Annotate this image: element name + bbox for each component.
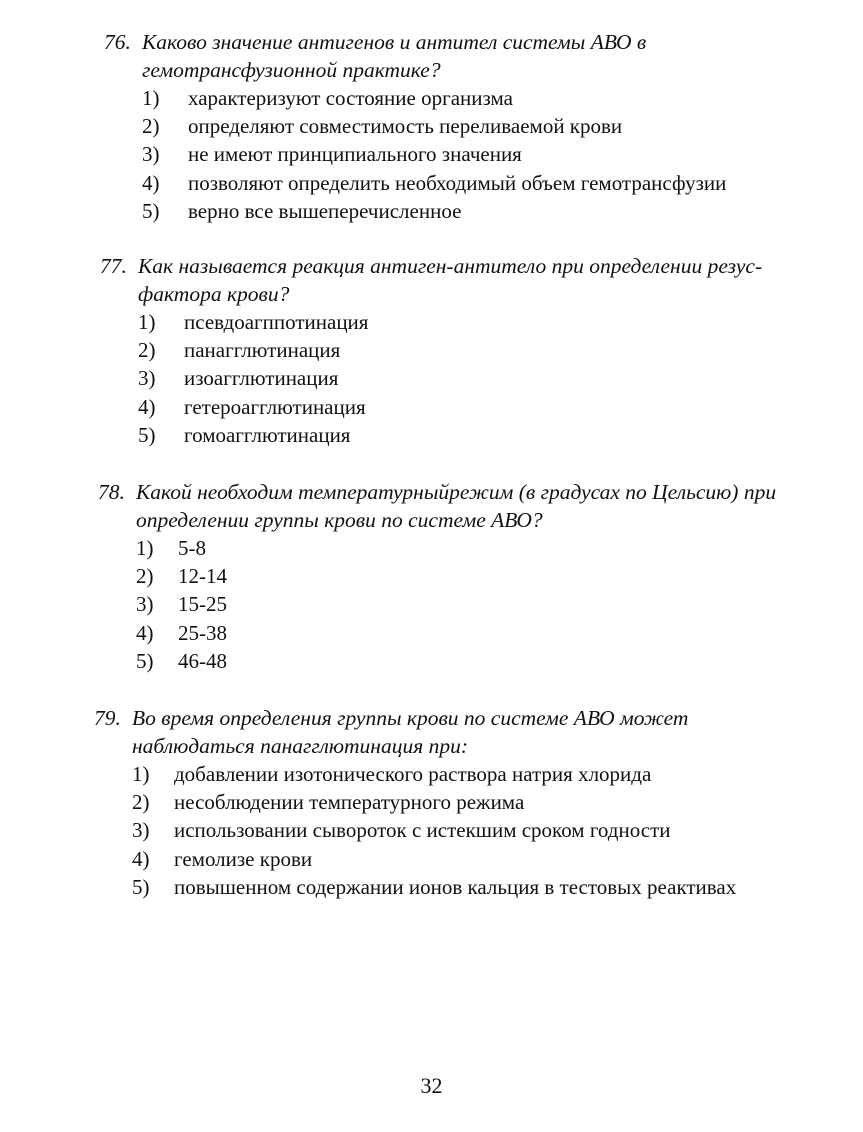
question-text: Каково значение антигенов и антител системы АВО в гемотрансфузионной практике? [142,30,647,82]
answer-option [104,84,794,112]
option-number: 4) [142,170,160,195]
option-number: 3) [142,142,160,167]
option-number: 4) [136,620,154,645]
option-number: 2) [136,564,154,589]
question-number: 77. [100,254,127,278]
answer-option [94,845,794,873]
question-number: 78. [98,480,125,504]
question-text: Как называется реакция антиген-антитело при определении резус-фактора крови? [138,254,763,306]
option-text: характеризуют состояние организма [188,86,513,110]
answer-option [104,140,794,168]
option-number: 1) [132,762,150,786]
answer-options [94,760,794,901]
answer-options [98,534,788,675]
question-76 [104,28,794,225]
answer-option [98,562,788,590]
option-number: 5) [136,648,154,673]
question-heading [98,478,788,534]
question-text: Во время определения группы крови по системе АВО может наблюдаться панагглютинация при: [132,706,689,758]
option-text: панагглютинация [184,338,341,363]
option-number: 3) [136,592,154,617]
answer-option [104,112,794,140]
question-number: 79. [94,706,121,730]
answer-option [94,760,794,788]
option-text: 15-25 [178,592,227,617]
option-number: 1) [142,86,160,110]
option-number: 4) [132,846,150,871]
option-number: 1) [138,310,156,334]
option-number: 4) [138,394,156,419]
option-text: несоблюдении температурного режима [174,790,525,815]
question-77 [100,252,790,449]
option-number: 1) [136,536,154,560]
answer-option [94,873,794,901]
option-text: позволяют определить необходимый объем гемотрансфузии [188,170,727,195]
answer-option [104,169,794,197]
answer-option [98,647,788,675]
option-text: 12-14 [178,564,227,589]
page-number: 32 [420,1073,443,1098]
answer-option [100,308,790,336]
question-heading [100,252,790,308]
question-79 [94,704,794,901]
answer-option [94,788,794,816]
option-number: 5) [132,874,150,899]
option-text: 25-38 [178,620,227,645]
answer-options [104,84,794,225]
answer-options [100,308,790,449]
option-text: 5-8 [178,536,206,560]
option-number: 3) [132,818,150,843]
answer-option [104,197,794,225]
option-number: 5) [142,198,160,223]
question-number: 76. [104,30,131,54]
answer-option [100,336,790,364]
answer-option [100,393,790,421]
option-text: определяют совместимость переливаемой крови [188,114,623,139]
option-number: 2) [138,338,156,363]
option-text: использовании сывороток с истекшим сроком годности [174,818,671,843]
answer-option [98,619,788,647]
option-text: гетероагглютинация [184,394,366,419]
question-heading [104,28,794,84]
option-text: псевдоагппотинация [184,310,369,334]
question-heading [94,704,794,760]
option-number: 2) [132,790,150,815]
option-number: 5) [138,422,156,447]
option-text: изоагглютинация [184,366,339,391]
option-number: 2) [142,114,160,139]
option-number: 3) [138,366,156,391]
answer-option [100,364,790,392]
option-text: не имеют принципиального значения [188,142,522,167]
option-text: добавлении изотонического раствора натрия хлорида [174,762,652,786]
answer-option [98,534,788,562]
option-text: гемолизе крови [174,846,313,871]
option-text: верно все вышеперечисленное [188,198,462,223]
answer-option [98,590,788,618]
option-text: гомоагглютинация [184,422,351,447]
question-78 [98,478,788,675]
option-text: повышенном содержании ионов кальция в тестовых реактивах [174,874,737,899]
answer-option [100,421,790,449]
answer-option [94,816,794,844]
question-text: Какой необходим температурныйрежим (в градусах по Цельсию) при определении группы крови по системе АВО? [136,480,777,532]
option-text: 46-48 [178,648,227,673]
